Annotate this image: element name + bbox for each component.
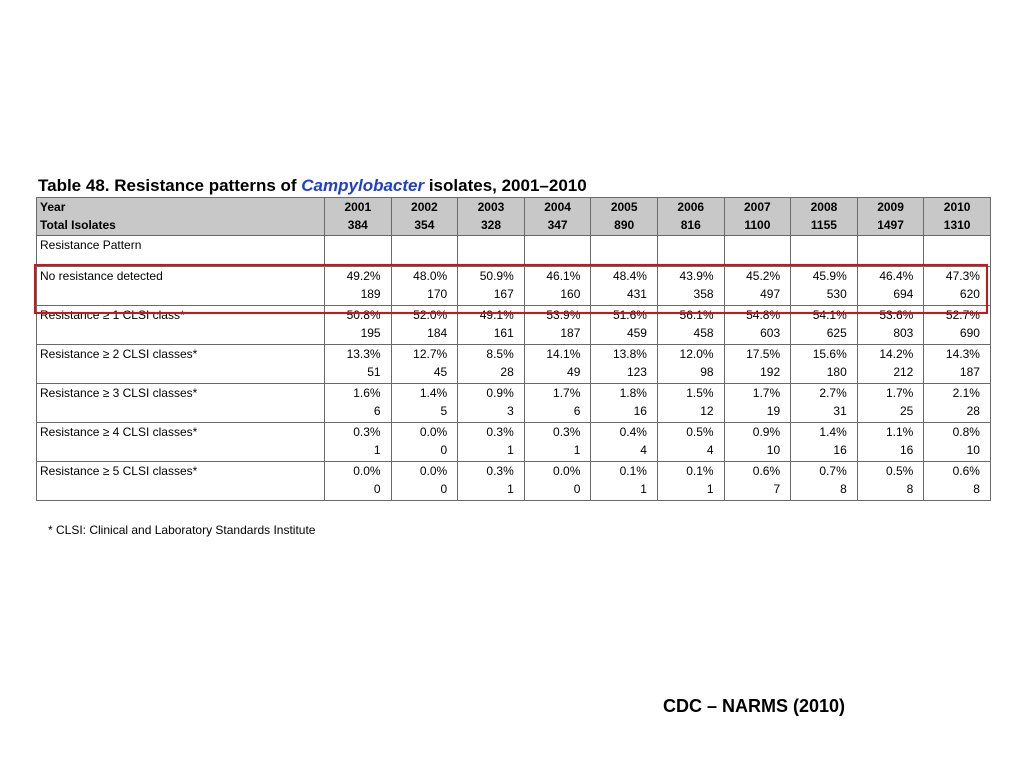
percent-value: 1.7% — [885, 386, 914, 400]
percent-value: 0.3% — [353, 425, 381, 439]
count-value: 12 — [700, 404, 714, 418]
percent-value: 1.1% — [885, 425, 914, 439]
count-value: 3 — [507, 404, 514, 418]
count-value: 0 — [440, 443, 448, 457]
percent-value: 0.9% — [486, 386, 514, 400]
year-cell — [791, 198, 858, 236]
count-value: 170 — [427, 287, 448, 301]
row-label: Resistance ≥ 4 CLSI classes* — [40, 425, 198, 439]
count-value: 160 — [560, 287, 581, 301]
data-cell — [524, 345, 591, 384]
percent-value: 13.3% — [346, 347, 381, 361]
table-row — [37, 462, 991, 501]
year-cell — [458, 198, 525, 236]
row-label-cell — [37, 306, 325, 345]
percent-value: 46.1% — [546, 269, 581, 283]
year-cell — [524, 198, 591, 236]
percent-value: 50.8% — [346, 308, 381, 322]
count-value: 51 — [367, 365, 381, 379]
percent-value: 52.7% — [945, 308, 980, 322]
percent-value: 1.5% — [686, 386, 714, 400]
percent-value: 0.5% — [885, 464, 914, 478]
data-cell — [591, 384, 658, 423]
count-value: 1 — [706, 482, 714, 496]
percent-value: 13.8% — [612, 347, 647, 361]
year-value: 2002 — [411, 200, 438, 214]
year-cell — [325, 198, 392, 236]
percent-value: 1.8% — [619, 386, 647, 400]
percent-value: 0.8% — [952, 425, 980, 439]
resistance-pattern-label: Resistance Pattern — [40, 238, 142, 252]
pattern-empty-cell — [857, 236, 924, 267]
row-label-cell — [37, 462, 325, 501]
count-value: 19 — [766, 404, 781, 418]
count-value: 1 — [373, 443, 381, 457]
table-row — [37, 423, 991, 462]
pattern-empty-cell — [391, 236, 458, 267]
year-value: 2004 — [544, 200, 571, 214]
count-value: 6 — [373, 404, 381, 418]
count-value: 8 — [973, 482, 980, 496]
data-cell — [657, 267, 724, 306]
data-cell — [791, 423, 858, 462]
percent-value: 1.7% — [752, 386, 781, 400]
total-isolates-label: Total Isolates — [40, 218, 116, 232]
data-cell — [325, 462, 392, 501]
percent-value: 1.6% — [353, 386, 381, 400]
header-label-cell — [37, 198, 325, 236]
count-value: 45 — [433, 365, 448, 379]
percent-value: 0.0% — [419, 425, 448, 439]
percent-value: 12.0% — [679, 347, 714, 361]
data-cell — [325, 267, 392, 306]
row-label-cell — [37, 345, 325, 384]
pattern-empty-cell — [791, 236, 858, 267]
count-value: 16 — [899, 443, 914, 457]
data-cell — [524, 267, 591, 306]
percent-value: 2.1% — [952, 386, 980, 400]
year-value: 2006 — [677, 200, 705, 214]
percent-value: 0.0% — [553, 464, 581, 478]
percent-value: 0.3% — [553, 425, 581, 439]
count-value: 161 — [493, 326, 514, 340]
count-value: 458 — [693, 326, 714, 340]
count-value: 31 — [833, 404, 847, 418]
count-value: 1 — [640, 482, 647, 496]
data-cell — [591, 462, 658, 501]
header-row — [37, 198, 991, 236]
data-cell — [524, 423, 591, 462]
year-value: 2008 — [810, 200, 838, 214]
source-label: CDC – NARMS (2010) — [663, 696, 846, 716]
count-value: 187 — [959, 365, 980, 379]
count-value: 0 — [573, 482, 581, 496]
percent-value: 0.4% — [619, 425, 647, 439]
data-cell — [391, 306, 458, 345]
data-cell — [924, 423, 991, 462]
total-isolates-value: 890 — [614, 218, 635, 232]
total-isolates-value: 347 — [547, 218, 568, 232]
percent-value: 0.7% — [819, 464, 847, 478]
data-cell — [791, 462, 858, 501]
count-value: 1 — [507, 482, 514, 496]
percent-value: 14.3% — [945, 347, 980, 361]
row-label: Resistance ≥ 3 CLSI classes* — [40, 386, 198, 400]
data-cell — [791, 306, 858, 345]
data-cell — [924, 384, 991, 423]
data-cell — [391, 384, 458, 423]
count-value: 459 — [626, 326, 647, 340]
count-value: 212 — [893, 365, 914, 379]
year-label: Year — [40, 200, 66, 214]
count-value: 7 — [773, 482, 781, 496]
percent-value: 0.0% — [353, 464, 381, 478]
data-cell — [857, 384, 924, 423]
pattern-label-cell — [37, 236, 325, 267]
percent-value: 0.3% — [486, 464, 514, 478]
data-cell — [591, 345, 658, 384]
pattern-empty-cell — [458, 236, 525, 267]
year-cell — [391, 198, 458, 236]
percent-value: 47.3% — [945, 269, 980, 283]
row-label: Resistance ≥ 5 CLSI classes* — [40, 464, 198, 478]
count-value: 8 — [906, 482, 914, 496]
data-cell — [724, 423, 791, 462]
resistance-table — [36, 197, 991, 501]
percent-value: 8.5% — [486, 347, 514, 361]
percent-value: 2.7% — [819, 386, 847, 400]
pattern-empty-cell — [924, 236, 991, 267]
data-cell — [724, 462, 791, 501]
data-cell — [391, 462, 458, 501]
count-value: 0 — [440, 482, 448, 496]
percent-value: 56.1% — [679, 308, 714, 322]
data-cell — [391, 267, 458, 306]
count-value: 187 — [560, 326, 581, 340]
data-cell — [591, 267, 658, 306]
data-cell — [524, 306, 591, 345]
data-cell — [657, 384, 724, 423]
count-value: 167 — [493, 287, 514, 301]
pattern-row — [37, 236, 991, 267]
percent-value: 0.0% — [419, 464, 448, 478]
percent-value: 1.7% — [553, 386, 581, 400]
total-isolates-value: 384 — [347, 218, 368, 232]
count-value: 603 — [760, 326, 781, 340]
percent-value: 43.9% — [679, 269, 714, 283]
pattern-empty-cell — [591, 236, 658, 267]
percent-value: 53.6% — [879, 308, 914, 322]
data-cell — [524, 384, 591, 423]
row-label-cell — [37, 423, 325, 462]
percent-value: 12.7% — [413, 347, 448, 361]
data-cell — [857, 267, 924, 306]
data-cell — [458, 423, 525, 462]
data-cell — [924, 345, 991, 384]
table-row — [37, 345, 991, 384]
count-value: 530 — [826, 287, 847, 301]
year-value: 2007 — [744, 200, 771, 214]
count-value: 123 — [626, 365, 647, 379]
count-value: 0 — [373, 482, 381, 496]
percent-value: 50.9% — [479, 269, 514, 283]
percent-value: 49.2% — [346, 269, 381, 283]
percent-value: 54.1% — [812, 308, 847, 322]
count-value: 625 — [826, 326, 847, 340]
count-value: 10 — [766, 443, 781, 457]
data-cell — [857, 423, 924, 462]
total-isolates-value: 1155 — [810, 218, 837, 232]
year-cell — [724, 198, 791, 236]
year-cell — [924, 198, 991, 236]
total-isolates-value: 328 — [480, 218, 501, 232]
data-cell — [325, 423, 392, 462]
data-cell — [857, 345, 924, 384]
year-cell — [591, 198, 658, 236]
count-value: 803 — [893, 326, 914, 340]
count-value: 192 — [760, 365, 781, 379]
percent-value: 45.2% — [746, 269, 781, 283]
count-value: 8 — [840, 482, 847, 496]
year-value: 2009 — [877, 200, 904, 214]
percent-value: 48.4% — [612, 269, 647, 283]
count-value: 431 — [626, 287, 647, 301]
data-cell — [591, 423, 658, 462]
percent-value: 0.9% — [752, 425, 781, 439]
row-label: Resistance ≥ 1 CLSI class* — [40, 308, 185, 322]
total-isolates-value: 1497 — [877, 218, 904, 232]
data-cell — [857, 462, 924, 501]
count-value: 4 — [640, 443, 647, 457]
count-value: 28 — [500, 365, 514, 379]
count-value: 6 — [573, 404, 581, 418]
percent-value: 0.6% — [952, 464, 980, 478]
data-cell — [924, 267, 991, 306]
count-value: 694 — [893, 287, 914, 301]
count-value: 189 — [360, 287, 381, 301]
count-value: 1 — [573, 443, 581, 457]
pattern-empty-cell — [657, 236, 724, 267]
title-organism: Campylobacter — [301, 176, 425, 195]
data-cell — [791, 267, 858, 306]
data-cell — [724, 267, 791, 306]
data-cell — [924, 306, 991, 345]
data-cell — [391, 345, 458, 384]
row-label: No resistance detected — [40, 269, 163, 283]
count-value: 184 — [427, 326, 448, 340]
percent-value: 51.6% — [612, 308, 647, 322]
table-row — [37, 267, 991, 306]
year-value: 2005 — [610, 200, 638, 214]
percent-value: 49.1% — [479, 308, 514, 322]
percent-value: 54.8% — [746, 308, 781, 322]
total-isolates-value: 1100 — [744, 218, 771, 232]
percent-value: 45.9% — [812, 269, 847, 283]
percent-value: 0.3% — [486, 425, 514, 439]
count-value: 25 — [899, 404, 914, 418]
row-label-cell — [37, 267, 325, 306]
count-value: 49 — [567, 365, 581, 379]
pattern-empty-cell — [524, 236, 591, 267]
year-value: 2001 — [344, 200, 372, 214]
data-cell — [458, 306, 525, 345]
percent-value: 0.6% — [752, 464, 781, 478]
count-value: 497 — [760, 287, 781, 301]
data-cell — [724, 306, 791, 345]
percent-value: 52.0% — [413, 308, 448, 322]
percent-value: 1.4% — [419, 386, 448, 400]
percent-value: 53.9% — [546, 308, 581, 322]
count-value: 5 — [440, 404, 448, 418]
data-cell — [657, 462, 724, 501]
count-value: 180 — [826, 365, 847, 379]
year-value: 2010 — [943, 200, 971, 214]
pattern-empty-cell — [325, 236, 392, 267]
title-prefix: Table 48. Resistance patterns of — [38, 176, 302, 195]
count-value: 4 — [706, 443, 714, 457]
data-cell — [591, 306, 658, 345]
percent-value: 1.4% — [819, 425, 847, 439]
percent-value: 0.1% — [686, 464, 714, 478]
footnote: * CLSI: Clinical and Laboratory Standards Institute — [48, 523, 316, 537]
percent-value: 46.4% — [879, 269, 914, 283]
total-isolates-value: 1310 — [943, 218, 971, 232]
row-label-cell — [37, 384, 325, 423]
count-value: 358 — [693, 287, 714, 301]
table-row — [37, 384, 991, 423]
percent-value: 48.0% — [413, 269, 448, 283]
data-cell — [791, 345, 858, 384]
row-label: Resistance ≥ 2 CLSI classes* — [40, 347, 198, 361]
count-value: 10 — [966, 443, 980, 457]
percent-value: 17.5% — [746, 347, 781, 361]
count-value: 28 — [966, 404, 980, 418]
data-cell — [325, 306, 392, 345]
percent-value: 14.2% — [879, 347, 914, 361]
percent-value: 14.1% — [546, 347, 581, 361]
table-row — [37, 306, 991, 345]
percent-value: 0.5% — [686, 425, 714, 439]
count-value: 16 — [633, 404, 647, 418]
data-cell — [657, 423, 724, 462]
data-cell — [791, 384, 858, 423]
percent-value: 0.1% — [619, 464, 647, 478]
data-cell — [724, 384, 791, 423]
data-cell — [657, 306, 724, 345]
data-cell — [724, 345, 791, 384]
data-cell — [325, 384, 392, 423]
total-isolates-value: 354 — [414, 218, 435, 232]
data-cell — [524, 462, 591, 501]
data-cell — [458, 384, 525, 423]
year-cell — [657, 198, 724, 236]
data-cell — [391, 423, 458, 462]
data-cell — [458, 267, 525, 306]
title-suffix: isolates, 2001–2010 — [424, 176, 587, 195]
data-cell — [857, 306, 924, 345]
count-value: 16 — [833, 443, 847, 457]
data-cell — [325, 345, 392, 384]
count-value: 195 — [360, 326, 381, 340]
data-cell — [657, 345, 724, 384]
total-isolates-value: 816 — [680, 218, 701, 232]
data-cell — [458, 345, 525, 384]
data-cell — [458, 462, 525, 501]
count-value: 620 — [959, 287, 980, 301]
count-value: 1 — [507, 443, 514, 457]
percent-value: 15.6% — [812, 347, 847, 361]
pattern-empty-cell — [724, 236, 791, 267]
table-title — [38, 176, 587, 196]
count-value: 98 — [700, 365, 714, 379]
count-value: 690 — [959, 326, 980, 340]
data-cell — [924, 462, 991, 501]
year-value: 2003 — [477, 200, 505, 214]
year-cell — [857, 198, 924, 236]
